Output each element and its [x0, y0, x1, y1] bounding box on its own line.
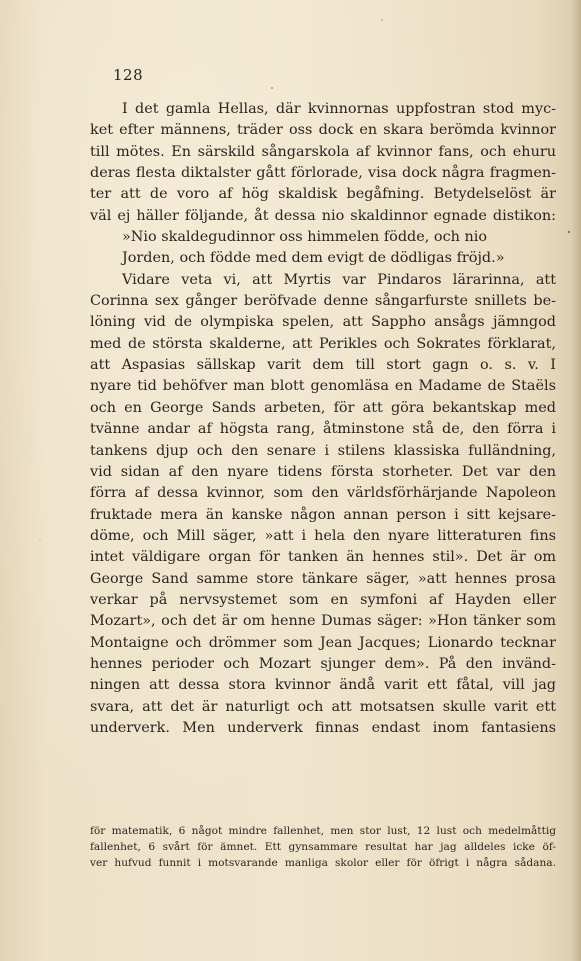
body-line: intet väldigare organ för tanken än hennes stil». Det är om	[90, 549, 556, 566]
body-line: ket efter männens, träder oss dock en skara berömda kvinnor	[90, 122, 556, 139]
body-line: döme, och Mill säger, »att i hela den nyare litteraturen fins	[90, 527, 556, 544]
body-line: tankens djup och den senare i stilens klassiska fulländning,	[90, 442, 556, 459]
body-line: förra af dessa kvinnor, som den världsförhärjande Napoleon	[90, 485, 556, 502]
body-line: Vidare veta vi, att Myrtis var Pindaros lärarinna, att	[122, 271, 556, 288]
body-line: underverk. Men underverk finnas endast inom fantasiens	[90, 719, 556, 736]
body-line: löning vid de olympiska spelen, att Sappho ansågs jämngod	[90, 314, 556, 331]
footnote	[90, 823, 556, 872]
body-line: »Nio skaldegudinnor oss himmelen födde, och nio	[122, 229, 488, 246]
body-line: Corinna sex gånger beröfvade denne sångarfurste snillets be-	[90, 293, 556, 310]
body-line: ter att de voro af hög skaldisk begåfning. Betydelselöst är	[90, 186, 556, 203]
body-line: verkar på nervsystemet som en symfoni af Hayden eller	[90, 591, 556, 608]
footnote-line: för matematik, 6 något mindre fallenhet, men stor lust, 12 lust och medelmåttig	[90, 825, 556, 837]
body-line: Mozart», och det är om henne Dumas säger: »Hon tänker som	[90, 613, 556, 630]
footnote-line: ver hufvud funnit i motsvarande manliga skolor eller för öfrigt i några sådana.	[90, 857, 556, 870]
body-line: svara, att det är naturligt och att motsatsen skulle varit ett	[90, 698, 556, 715]
body-text	[90, 99, 556, 739]
body-line: Jorden, och födde med dem evigt de dödligas fröjd.»	[122, 250, 505, 267]
body-line: tvänne andar af högsta rang, åtminstone stå de, den förra i	[90, 421, 556, 438]
body-line: väl ej häller följande, åt dessa nio skaldinnor egnade distikon:	[90, 207, 556, 224]
body-line: fruktade mera än kanske någon annan person i sitt kejsare-	[90, 506, 556, 523]
body-line: och en George Sands arbeten, för att göra bekantskap med	[90, 399, 556, 416]
body-line: hennes perioder och Mozart sjunger dem». På den invänd-	[90, 655, 556, 672]
body-line: till mötes. En särskild sångarskola af kvinnor fans, och ehuru	[90, 143, 556, 160]
body-line: att Aspasias sällskap varit dem till stort gagn o. s. v. I	[90, 357, 556, 374]
body-line: deras flesta diktalster gått förlorade, visa dock några fragmen-	[90, 165, 556, 182]
body-line: vid sidan af den nyare tidens första storheter. Det var den	[90, 463, 556, 480]
body-line: George Sand samme store tänkare säger, »att hennes prosa	[90, 570, 556, 587]
body-line: ningen att dessa stora kvinnor ändå varit ett fåtal, vill jag	[90, 677, 556, 694]
body-line: med de största skalderne, att Perikles och Sokrates förklarat,	[90, 335, 556, 352]
footnote-line: fallenhet, 6 svårt för ämnet. Ett gynsammare resultat har jag alldeles icke öf-	[90, 841, 556, 854]
body-line: I det gamla Hellas, där kvinnornas uppfostran stod myc-	[122, 101, 556, 117]
body-line: nyare tid behöfver man blott genomläsa en Madame de Staëls	[90, 378, 556, 395]
page-number: 128	[113, 66, 144, 84]
body-line: Montaigne och drömmer som Jean Jacques; Lionardo tecknar	[90, 634, 556, 651]
page-edge-shadow	[571, 0, 581, 961]
